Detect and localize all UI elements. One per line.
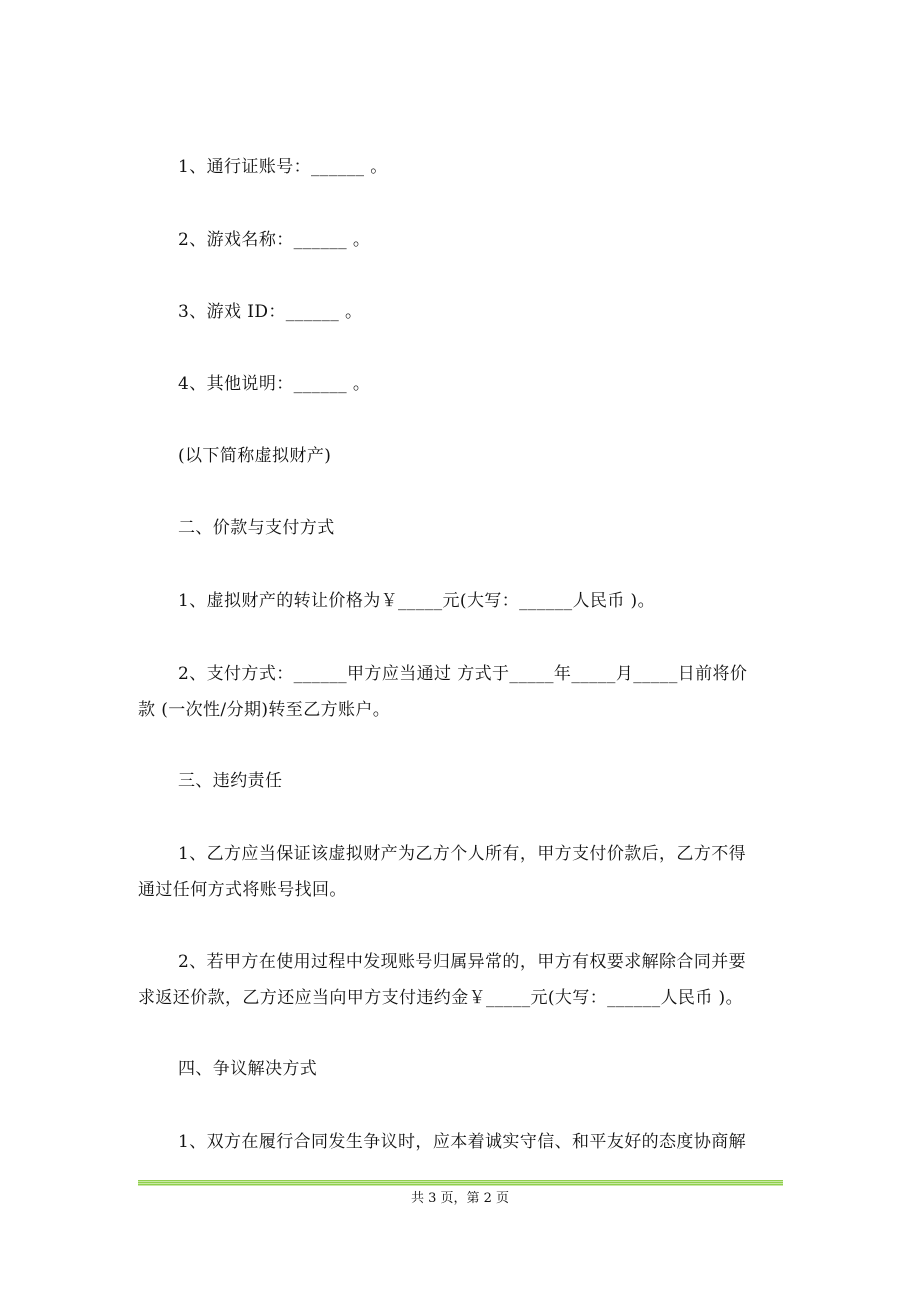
section-heading-liability: 三、违约责任 <box>178 771 283 791</box>
footer-divider <box>138 1180 783 1186</box>
section-heading-price-payment: 二、价款与支付方式 <box>178 518 335 538</box>
clause-dispute-negotiation: 1、双方在履行合同发生争议时，应本着诚实守信、和平友好的态度协商解 <box>178 1132 747 1152</box>
clause-abnormal-account-line2: 求返还价款，乙方还应当向甲方支付违约金￥_____元(大写：______人民币 )。 <box>138 988 743 1008</box>
clause-transfer-price: 1、虚拟财产的转让价格为￥_____元(大写：______人民币 )。 <box>178 591 655 611</box>
item-other-notes: 4、其他说明：______ 。 <box>178 374 371 394</box>
virtual-property-note: (以下简称虚拟财产) <box>178 446 332 466</box>
item-game-id: 3、游戏 ID：______ 。 <box>178 302 363 322</box>
clause-ownership-line2: 通过任何方式将账号找回。 <box>138 880 347 900</box>
item-game-name: 2、游戏名称：______ 。 <box>178 230 371 250</box>
section-heading-dispute: 四、争议解决方式 <box>178 1059 318 1079</box>
clause-payment-method-line1: 2、支付方式：______甲方应当通过 方式于_____年_____月_____日前将价 <box>178 664 748 684</box>
page-number: 共 3 页，第 2 页 <box>410 1191 510 1206</box>
clause-payment-method-line2: 款 (一次性/分期)转至乙方账户。 <box>138 700 391 720</box>
clause-abnormal-account-line1: 2、若甲方在使用过程中发现账号归属异常的，甲方有权要求解除合同并要 <box>178 952 747 972</box>
clause-ownership-line1: 1、乙方应当保证该虚拟财产为乙方个人所有，甲方支付价款后，乙方不得 <box>178 844 747 864</box>
item-pass-account: 1、通行证账号：______ 。 <box>178 157 388 177</box>
